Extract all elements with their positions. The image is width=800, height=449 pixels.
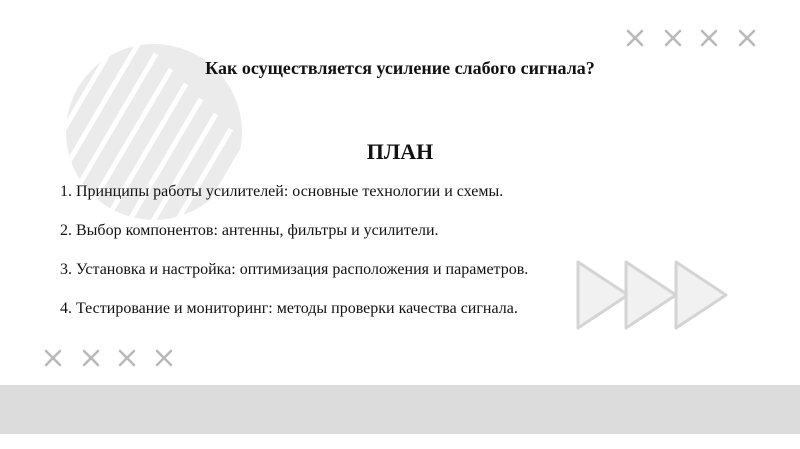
cross-row-top [624,26,760,50]
plan-item-2: 2. Выбор компонентов: антенны, фильтры и усилители. [60,222,439,239]
cross-icon [628,31,642,45]
plan-heading: ПЛАН [366,139,434,164]
plan-item-1: 1. Принципы работы усилителей: основные технологии и схемы. [60,183,504,200]
plan-item-4: 4. Тестирование и мониторинг: методы проверки качества сигнала. [60,300,518,317]
cross-icon [84,351,98,365]
cross-icon [740,31,754,45]
slide-title: Как осуществляется усиление слабого сигнала? [205,58,595,78]
footer-band [0,385,800,434]
cross-icon [120,351,134,365]
cross-icon [666,31,680,45]
cross-row-bottom [40,346,176,370]
plan-list [60,182,740,338]
cross-icon [46,351,60,365]
plan-item-3: 3. Установка и настройка: оптимизация расположения и параметров. [60,261,529,278]
cross-icon [702,31,716,45]
cross-icon [157,351,171,365]
